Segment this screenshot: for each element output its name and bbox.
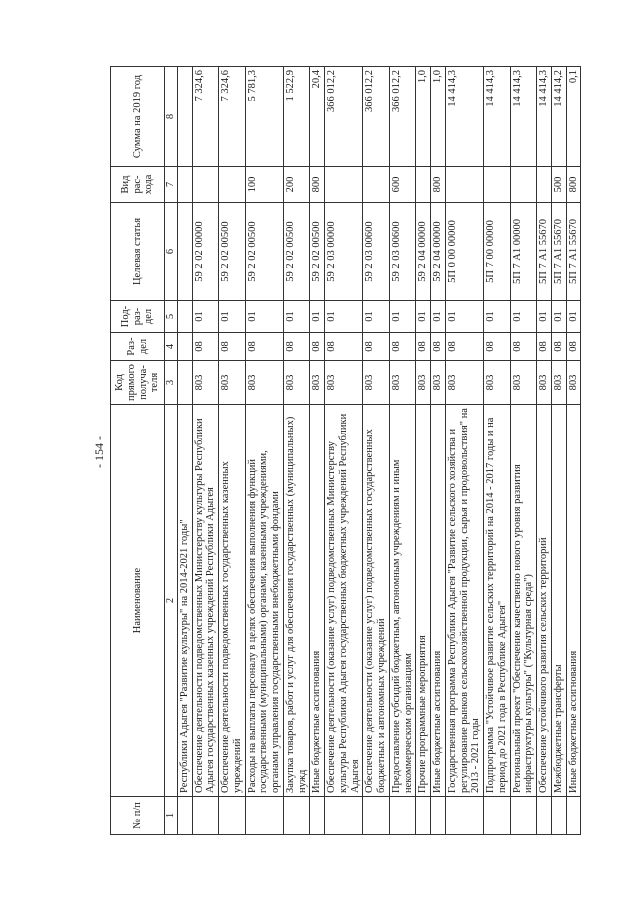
budget-table (110, 66, 581, 835)
table-row (389, 67, 416, 835)
cell-num (445, 797, 483, 835)
cell-subsection (177, 301, 192, 333)
cell-subsection: 01 (431, 301, 446, 333)
cell-num (283, 797, 310, 835)
cell-num (363, 797, 390, 835)
cell-amount: 1 522,9 (283, 67, 310, 167)
cell-expense-type (445, 167, 483, 203)
cell-amount: 14 414,3 (537, 67, 552, 167)
cell-code: 803 (389, 361, 416, 405)
table-row (192, 67, 219, 835)
cell-amount: 366 012,2 (389, 67, 416, 167)
cell-code: 803 (537, 361, 552, 405)
cell-subsection: 01 (310, 301, 325, 333)
cell-code: 803 (551, 361, 566, 405)
cell-name: Подпрограмма "Устойчивое развитие сельских территорий на 2014 - 2017 годы и на период до 2021 года в Республике Адыгея" (484, 405, 511, 797)
cell-section: 08 (192, 333, 219, 361)
cell-expense-type (177, 167, 192, 203)
cell-section: 08 (245, 333, 283, 361)
cell-expense-type (192, 167, 219, 203)
cell-subsection: 01 (510, 301, 537, 333)
cell-subsection: 01 (245, 301, 283, 333)
cell-num (537, 797, 552, 835)
cell-target: 59 2 02 00500 (245, 203, 283, 301)
cell-section (177, 333, 192, 361)
column-number: 3 (165, 361, 178, 405)
header-row (111, 67, 165, 835)
cell-name: Обеспечение деятельности подведомственных государственных казенных учреждений (219, 405, 246, 797)
table-row (416, 67, 431, 835)
cell-num (177, 797, 192, 835)
cell-subsection: 01 (283, 301, 310, 333)
cell-amount: 1,0 (416, 67, 431, 167)
cell-expense-type: 600 (389, 167, 416, 203)
cell-section: 08 (416, 333, 431, 361)
table-row (363, 67, 390, 835)
cell-code: 803 (310, 361, 325, 405)
table-row (537, 67, 552, 835)
cell-num (219, 797, 246, 835)
cell-section: 08 (537, 333, 552, 361)
header-target: Целевая статья (111, 203, 165, 301)
cell-name: Предоставление субсидий бюджетным, автономным учреждениям и иным некоммерческим организациям (389, 405, 416, 797)
cell-subsection: 01 (389, 301, 416, 333)
cell-code: 803 (283, 361, 310, 405)
cell-expense-type (325, 167, 363, 203)
cell-code: 803 (325, 361, 363, 405)
cell-amount: 366 012,2 (325, 67, 363, 167)
cell-amount: 20,4 (310, 67, 325, 167)
cell-subsection: 01 (325, 301, 363, 333)
cell-amount: 0,1 (566, 67, 581, 167)
cell-num (566, 797, 581, 835)
cell-expense-type: 800 (566, 167, 581, 203)
cell-subsection: 01 (484, 301, 511, 333)
column-number: 5 (165, 301, 178, 333)
page-number: - 154 - (92, 436, 106, 468)
cell-section: 08 (566, 333, 581, 361)
cell-expense-type: 500 (551, 167, 566, 203)
cell-subsection: 01 (551, 301, 566, 333)
header-num: № п/п (111, 797, 165, 835)
cell-expense-type (537, 167, 552, 203)
cell-num (192, 797, 219, 835)
cell-name: Межбюджетные трансферты (551, 405, 566, 797)
table-row (283, 67, 310, 835)
cell-subsection: 01 (219, 301, 246, 333)
cell-code: 803 (219, 361, 246, 405)
cell-name: Прочие программные мероприятия (416, 405, 431, 797)
cell-section: 08 (431, 333, 446, 361)
cell-subsection: 01 (416, 301, 431, 333)
cell-target (177, 203, 192, 301)
cell-amount: 14 414,3 (510, 67, 537, 167)
cell-num (484, 797, 511, 835)
cell-target: 5П 7 A1 55670 (566, 203, 581, 301)
column-number: 4 (165, 333, 178, 361)
cell-name: Иные бюджетные ассигнования (566, 405, 581, 797)
table-row (445, 67, 483, 835)
header-expense-type: Вид рас-хода (111, 167, 165, 203)
cell-subsection: 01 (445, 301, 483, 333)
cell-expense-type (484, 167, 511, 203)
table-row (177, 67, 192, 835)
table-row (219, 67, 246, 835)
cell-code (177, 361, 192, 405)
cell-target: 59 2 02 00500 (283, 203, 310, 301)
header-name: Наименование (111, 405, 165, 797)
cell-num (325, 797, 363, 835)
cell-expense-type (510, 167, 537, 203)
cell-target: 5П 0 00 00000 (445, 203, 483, 301)
cell-num (510, 797, 537, 835)
header-subsection: Под-раз-дел (111, 301, 165, 333)
cell-amount: 366 012,2 (363, 67, 390, 167)
column-number: 6 (165, 203, 178, 301)
column-number: 2 (165, 405, 178, 797)
table-body (165, 67, 581, 835)
cell-amount: 14 414,3 (484, 67, 511, 167)
cell-amount: 7 324,6 (219, 67, 246, 167)
cell-name: Иные бюджетные ассигнования (431, 405, 446, 797)
header-section: Раз-дел (111, 333, 165, 361)
cell-target: 59 2 02 00500 (219, 203, 246, 301)
cell-expense-type: 100 (245, 167, 283, 203)
cell-target: 59 2 03 00600 (363, 203, 390, 301)
table-row (245, 67, 283, 835)
column-number: 1 (165, 797, 178, 835)
cell-name: Региональный проект "Обеспечение качественно нового уровня развития инфраструктуры культуры" ("Культурная среда") (510, 405, 537, 797)
rotated-document-page (80, 37, 579, 867)
table-row (310, 67, 325, 835)
column-number-row (165, 67, 178, 835)
cell-name: Обеспечение деятельности (оказание услуг) подведомственных Министерству культуры Республики Адыгея государственных бюджетных учреждений Республики Адыгея (325, 405, 363, 797)
cell-section: 08 (283, 333, 310, 361)
cell-amount: 14 414,3 (445, 67, 483, 167)
cell-expense-type: 200 (283, 167, 310, 203)
cell-section: 08 (510, 333, 537, 361)
cell-expense-type: 800 (431, 167, 446, 203)
cell-amount: 14 414,2 (551, 67, 566, 167)
table-row (566, 67, 581, 835)
cell-num (245, 797, 283, 835)
cell-target: 59 2 02 00000 (192, 203, 219, 301)
column-number: 8 (165, 67, 178, 167)
cell-section: 08 (325, 333, 363, 361)
table-row (551, 67, 566, 835)
cell-subsection: 01 (537, 301, 552, 333)
cell-target: 5П 7 00 00000 (484, 203, 511, 301)
cell-amount: 1,0 (431, 67, 446, 167)
cell-code: 803 (431, 361, 446, 405)
cell-code: 803 (445, 361, 483, 405)
table-row (325, 67, 363, 835)
cell-num (431, 797, 446, 835)
cell-target: 59 2 02 00500 (310, 203, 325, 301)
table-row (431, 67, 446, 835)
cell-name: Обеспечение устойчивого развития сельских территорий (537, 405, 552, 797)
table-row (484, 67, 511, 835)
cell-section: 08 (363, 333, 390, 361)
cell-target: 5П 7 A1 55670 (537, 203, 552, 301)
cell-section: 08 (389, 333, 416, 361)
cell-target: 59 2 03 00000 (325, 203, 363, 301)
cell-code: 803 (566, 361, 581, 405)
cell-code: 803 (484, 361, 511, 405)
cell-name: Государственная программа Республики Адыгея "Развитие сельского хозяйства и регулирование рынков сельскохозяйственной продукции, сырья и продовольствия" на 2013 - 2021 годы (445, 405, 483, 797)
cell-target: 5П 7 A1 55670 (551, 203, 566, 301)
cell-code: 803 (363, 361, 390, 405)
cell-name: Закупка товаров, работ и услуг для обеспечения государственных (муниципальных) нужд (283, 405, 310, 797)
cell-section: 08 (445, 333, 483, 361)
cell-name: Обеспечение деятельности подведомственных Министерству культуры Республики Адыгея государственных казенных учреждений Республики Адыгея (192, 405, 219, 797)
cell-num (551, 797, 566, 835)
cell-expense-type: 800 (310, 167, 325, 203)
cell-target: 59 2 03 00600 (389, 203, 416, 301)
cell-amount: 7 324,6 (192, 67, 219, 167)
cell-target: 59 2 04 00000 (431, 203, 446, 301)
header-amount: Сумма на 2019 год (111, 67, 165, 167)
cell-name: Иные бюджетные ассигнования (310, 405, 325, 797)
cell-code: 803 (245, 361, 283, 405)
cell-amount: 5 781,3 (245, 67, 283, 167)
cell-amount (177, 67, 192, 167)
cell-target: 5П 7 A1 00000 (510, 203, 537, 301)
cell-subsection: 01 (566, 301, 581, 333)
cell-num (310, 797, 325, 835)
cell-section: 08 (219, 333, 246, 361)
cell-expense-type (363, 167, 390, 203)
header-code: Код прямого получа-теля (111, 361, 165, 405)
table-row (510, 67, 537, 835)
cell-target: 59 2 04 00000 (416, 203, 431, 301)
cell-code: 803 (510, 361, 537, 405)
column-number: 7 (165, 167, 178, 203)
cell-code: 803 (416, 361, 431, 405)
cell-section: 08 (310, 333, 325, 361)
cell-subsection: 01 (363, 301, 390, 333)
cell-name: Республики Адыгея "Развитие культуры" на 2014-2021 годы" (177, 405, 192, 797)
cell-code: 803 (192, 361, 219, 405)
cell-section: 08 (484, 333, 511, 361)
cell-expense-type (219, 167, 246, 203)
cell-section: 08 (551, 333, 566, 361)
cell-expense-type (416, 167, 431, 203)
cell-subsection: 01 (192, 301, 219, 333)
cell-name: Расходы на выплаты персоналу в целях обеспечения выполнения функций государственными (муниципальными) органами, казенными учреждениями, органами управления государственными внебюджетными фондами (245, 405, 283, 797)
cell-num (389, 797, 416, 835)
cell-num (416, 797, 431, 835)
cell-name: Обеспечение деятельности (оказание услуг) подведомственных государственных бюджетных и автономных учреждений (363, 405, 390, 797)
